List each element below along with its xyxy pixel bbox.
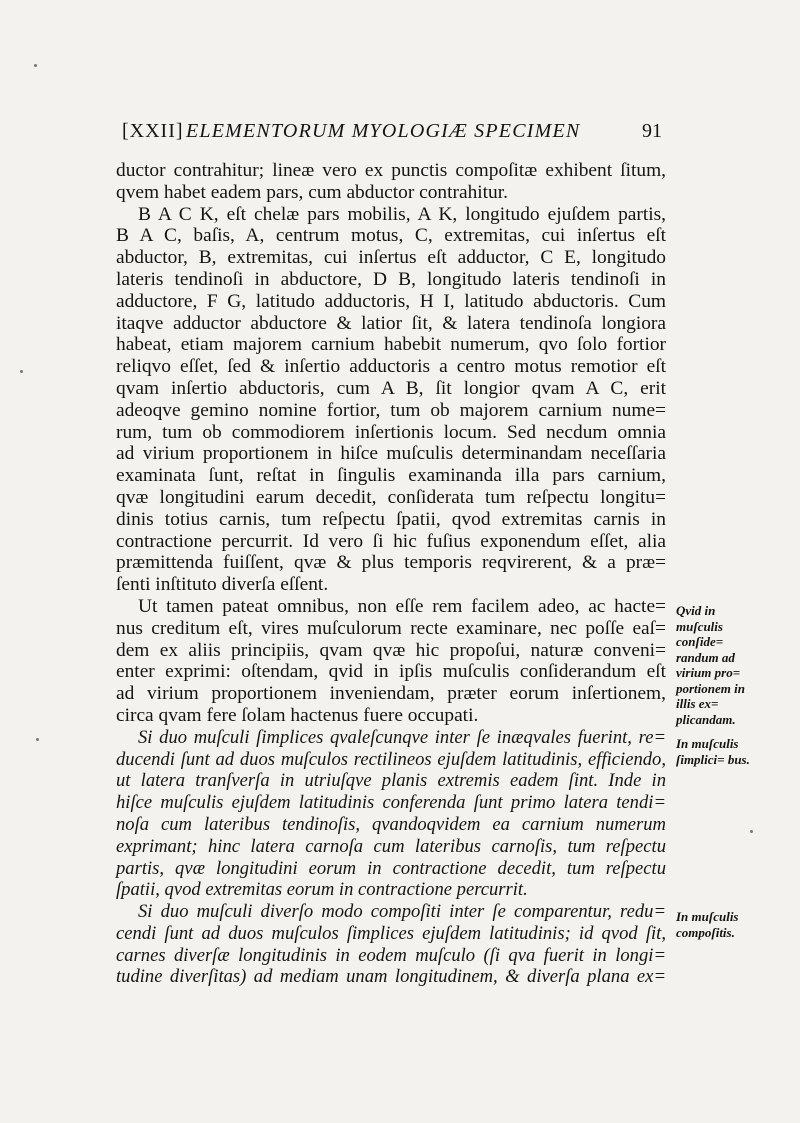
text-line: lateris tendinoſi in abductore, D B, longitudo lateris tendinoſi in xyxy=(116,268,666,290)
text-line: circa qvam fere ſolam hactenus fuere occupati. xyxy=(116,704,479,726)
paper-speck xyxy=(34,64,37,67)
text-line: enter exprimi: oſtendam, qvid in ipſis muſculis conſiderandum eſt xyxy=(116,661,666,683)
text-line: dem ex aliis principiis, qvam qvæ hic propoſui, naturæ conveni= xyxy=(116,639,666,661)
text-line: ad virium proportionem inveniendam, præter eorum inſertionem, xyxy=(116,683,666,705)
text-line: habeat, etiam majorem carnium habebit numerum, qvo ſolo fortior xyxy=(116,334,666,356)
text-line: contractione percurrit. Id vero ſi hic fuſius exponendum eſſet, alia xyxy=(116,530,666,552)
paper-speck xyxy=(750,830,753,833)
text-line: B A C, baſis, A, centrum motus, C, extremitas, cui inſertus eſt xyxy=(116,225,666,247)
section-number: [XXII] xyxy=(122,120,184,142)
text-line: ad virium proportionem in hiſce muſculis determinandam neceſſaria xyxy=(116,443,666,465)
text-line: ſenti inſtituto diverſa eſſent. xyxy=(116,574,329,596)
text-line: partis, qvæ longitudini eorum in contractione decedit, tum reſpectu xyxy=(116,857,666,879)
running-header xyxy=(122,120,662,148)
main-text xyxy=(116,160,666,988)
margin-note: In muſculis compoſitis. xyxy=(676,909,739,940)
text-line: qvam inſertio abductoris, cum A B, ſit longior qvam A C, erit xyxy=(116,377,666,399)
text-line: Si duo muſculi diverſo modo compoſiti inter ſe comparentur, redu= xyxy=(138,901,666,923)
text-line: cendi ſunt ad duos muſculos ſimplices ejuſdem latitudinis; id qvod ſit, xyxy=(116,922,666,944)
text-line: hiſce muſculis ejuſdem latitudinis conferenda ſunt primo latera tendi= xyxy=(116,792,666,814)
text-line: dinis totius carnis, tum reſpectu ſpatii, qvod extremitas carnis in xyxy=(116,508,666,530)
text-line: adeoqve gemino nomine fortior, tum ob majorem carnium nume= xyxy=(116,399,666,421)
text-line: reliqvo eſſet, ſed & inſertio adductoris a centro motus remotior eſt xyxy=(116,356,666,378)
text-line: itaqve adductor abductore & latior ſit, & latera tendinoſa longiora xyxy=(116,312,666,334)
text-line: B A C K, eſt chelæ pars mobilis, A K, longitudo ejuſdem partis, xyxy=(138,203,666,225)
text-line: Si duo muſculi ſimplices qvaleſcunqve inter ſe inæqvales fuerint, re= xyxy=(138,726,666,748)
text-line: rum, tum ob commodiorem inſertionis locum. Sed necdum omnia xyxy=(116,421,666,443)
running-title: ELEMENTORUM MYOLOGIÆ SPECIMEN xyxy=(186,120,581,142)
text-line: ſpatii, qvod extremitas eorum in contractione percurrit. xyxy=(116,879,528,901)
text-line: noſa cum lateribus tendinoſis, qvandoqvidem ea carnium numerum xyxy=(116,813,666,835)
text-line: nus creditum eſt, vires muſculorum recte examinare, nec poſſe eaſ= xyxy=(116,617,666,639)
paper-speck xyxy=(20,370,23,373)
text-line: ductor contrahitur; lineæ vero ex punctis compoſitæ exhibent ſitum, xyxy=(116,160,666,181)
paper-speck xyxy=(36,738,39,741)
text-line: ut latera tranſverſa in utriuſqve planis extremis eadem ſint. Inde in xyxy=(116,770,666,792)
bleed-through-text xyxy=(720,170,790,220)
text-line: tudine diverſitas) ad mediam unam longitudinem, & diverſa plana ex= xyxy=(116,966,666,988)
text-line: ducendi ſunt ad duos muſculos rectilineos ejuſdem latitudinis, efficiendo, xyxy=(116,748,666,770)
text-line: examinata ſunt, reſtat in ſingulis examinanda illa pars carnium, xyxy=(116,465,666,487)
text-line: qvæ longitudini earum decedit, conſiderata tum reſpectu longitu= xyxy=(116,486,666,508)
margin-note: In muſculis ſimplici= bus. xyxy=(676,736,750,767)
text-line: exprimant; hinc latera carnoſa cum lateribus carnoſis, tum reſpectu xyxy=(116,835,666,857)
text-line: præmittenda fuiſſent, qvæ & plus temporis reqvirerent, & a præ= xyxy=(116,552,666,574)
text-line: adductore, F G, latitudo adductoris, H I, latitudo abductoris. Cum xyxy=(116,290,666,312)
text-line: qvem habet eadem pars, cum abductor contrahitur. xyxy=(116,181,508,203)
page-number: 91 xyxy=(642,120,662,142)
text-line: carnes diverſæ longitudinis in eodem muſculo (ſi qva fuerit in longi= xyxy=(116,944,666,966)
margin-note: Qvid in muſculis conſide= randum ad virium pro= portionem in illis ex= plicandam. xyxy=(676,603,745,727)
text-line: Ut tamen pateat omnibus, non eſſe rem facilem adeo, ac hacte= xyxy=(138,595,666,617)
text-line: abductor, B, extremitas, cui inſertus eſt adductor, C E, longitudo xyxy=(116,247,666,269)
